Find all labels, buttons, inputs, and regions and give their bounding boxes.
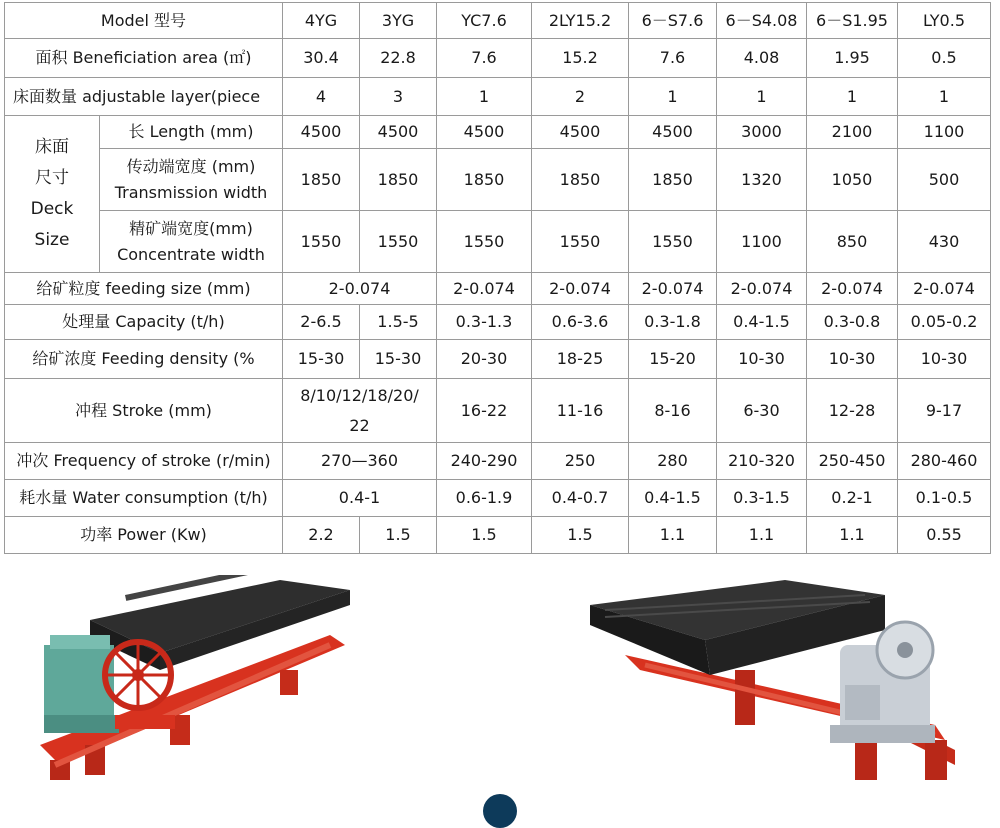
frequency-cell: 280-460	[898, 443, 991, 480]
stroke-cell: 6-30	[717, 379, 807, 443]
transmission-cell: 1320	[717, 149, 807, 211]
capacity-label: 处理量 Capacity (t/h)	[5, 305, 283, 340]
water-cell: 0.4-0.7	[532, 480, 629, 517]
frequency-cell: 250-450	[807, 443, 898, 480]
model-cell: 6－S1.95	[807, 3, 898, 39]
layers-label: 床面数量 adjustable layer(piece	[5, 78, 283, 116]
row-model	[5, 3, 991, 39]
transmission-label: 传动端宽度 (mm) Transmission width	[100, 149, 283, 211]
power-cell: 1.1	[807, 517, 898, 554]
shaking-table-photo-left	[30, 575, 360, 795]
area-cell: 7.6	[629, 39, 717, 78]
transmission-cell: 1850	[629, 149, 717, 211]
transmission-cell: 1850	[360, 149, 437, 211]
concentrate-label: 精矿端宽度(mm) Concentrate width	[100, 211, 283, 273]
transmission-cell: 1850	[532, 149, 629, 211]
power-cell: 1.1	[629, 517, 717, 554]
concentrate-cell: 1100	[717, 211, 807, 273]
capacity-cell: 0.3-1.8	[629, 305, 717, 340]
spec-table	[4, 2, 991, 554]
concentrate-cell: 850	[807, 211, 898, 273]
area-cell: 15.2	[532, 39, 629, 78]
length-cell: 2100	[807, 116, 898, 149]
row-concentrate	[5, 211, 991, 273]
power-cell: 1.1	[717, 517, 807, 554]
stroke-cell: 16-22	[437, 379, 532, 443]
power-cell: 0.55	[898, 517, 991, 554]
capacity-cell: 0.6-3.6	[532, 305, 629, 340]
layers-cell: 1	[437, 78, 532, 116]
density-cell: 15-30	[360, 340, 437, 379]
transmission-cell: 1050	[807, 149, 898, 211]
stroke-cell: 11-16	[532, 379, 629, 443]
length-cell: 4500	[532, 116, 629, 149]
layers-cell: 1	[898, 78, 991, 116]
transmission-cell: 1850	[437, 149, 532, 211]
feeding-size-label: 给矿粒度 feeding size (mm)	[5, 273, 283, 305]
frequency-cell: 240-290	[437, 443, 532, 480]
water-cell: 0.2-1	[807, 480, 898, 517]
layers-cell: 4	[283, 78, 360, 116]
capacity-cell: 0.3-0.8	[807, 305, 898, 340]
density-cell: 10-30	[717, 340, 807, 379]
feeding-size-cell: 2-0.074	[807, 273, 898, 305]
feeding-size-cell: 2-0.074	[898, 273, 991, 305]
frequency-merged: 270—360	[283, 443, 437, 480]
frequency-label: 冲次 Frequency of stroke (r/min)	[5, 443, 283, 480]
row-layers	[5, 78, 991, 116]
density-cell: 10-30	[898, 340, 991, 379]
model-cell: 6－S7.6	[629, 3, 717, 39]
shaking-table-photo-right	[585, 575, 965, 795]
water-merged: 0.4-1	[283, 480, 437, 517]
area-cell: 4.08	[717, 39, 807, 78]
capacity-cell: 1.5-5	[360, 305, 437, 340]
deck-size-label: 床面 尺寸 Deck Size	[5, 116, 100, 273]
power-cell: 2.2	[283, 517, 360, 554]
water-label: 耗水量 Water consumption (t/h)	[5, 480, 283, 517]
concentrate-cell: 1550	[360, 211, 437, 273]
area-cell: 22.8	[360, 39, 437, 78]
row-capacity	[5, 305, 991, 340]
density-cell: 20-30	[437, 340, 532, 379]
feeding-size-cell: 2-0.074	[629, 273, 717, 305]
capacity-cell: 2-6.5	[283, 305, 360, 340]
feeding-size-merged: 2-0.074	[283, 273, 437, 305]
stroke-cell: 12-28	[807, 379, 898, 443]
capacity-cell: 0.4-1.5	[717, 305, 807, 340]
power-cell: 1.5	[360, 517, 437, 554]
concentrate-cell: 430	[898, 211, 991, 273]
model-cell: 2LY15.2	[532, 3, 629, 39]
stroke-cell: 9-17	[898, 379, 991, 443]
water-cell: 0.3-1.5	[717, 480, 807, 517]
model-cell: 4YG	[283, 3, 360, 39]
frequency-cell: 250	[532, 443, 629, 480]
concentrate-cell: 1550	[532, 211, 629, 273]
row-stroke	[5, 379, 991, 443]
length-cell: 4500	[437, 116, 532, 149]
length-cell: 1100	[898, 116, 991, 149]
water-cell: 0.4-1.5	[629, 480, 717, 517]
layers-cell: 1	[717, 78, 807, 116]
length-cell: 4500	[360, 116, 437, 149]
feeding-size-cell: 2-0.074	[437, 273, 532, 305]
row-density	[5, 340, 991, 379]
row-length	[5, 116, 991, 149]
row-area	[5, 39, 991, 78]
concentrate-cell: 1550	[283, 211, 360, 273]
layers-cell: 1	[629, 78, 717, 116]
concentrate-cell: 1550	[437, 211, 532, 273]
model-cell: YC7.6	[437, 3, 532, 39]
density-cell: 15-20	[629, 340, 717, 379]
capacity-cell: 0.3-1.3	[437, 305, 532, 340]
frequency-cell: 210-320	[717, 443, 807, 480]
water-cell: 0.6-1.9	[437, 480, 532, 517]
density-cell: 10-30	[807, 340, 898, 379]
transmission-cell: 500	[898, 149, 991, 211]
model-cell: LY0.5	[898, 3, 991, 39]
length-cell: 4500	[629, 116, 717, 149]
feeding-size-cell: 2-0.074	[532, 273, 629, 305]
stroke-cell: 8-16	[629, 379, 717, 443]
power-cell: 1.5	[532, 517, 629, 554]
layers-cell: 1	[807, 78, 898, 116]
area-label: 面积 Beneficiation area (㎡)	[5, 39, 283, 78]
density-label: 给矿浓度 Feeding density (%	[5, 340, 283, 379]
water-cell: 0.1-0.5	[898, 480, 991, 517]
concentrate-cell: 1550	[629, 211, 717, 273]
row-power	[5, 517, 991, 554]
length-cell: 3000	[717, 116, 807, 149]
capacity-cell: 0.05-0.2	[898, 305, 991, 340]
layers-cell: 3	[360, 78, 437, 116]
row-feeding-size	[5, 273, 991, 305]
row-transmission	[5, 149, 991, 211]
page-marker-icon	[483, 794, 517, 828]
model-label: Model 型号	[5, 3, 283, 39]
density-cell: 15-30	[283, 340, 360, 379]
power-label: 功率 Power (Kw)	[5, 517, 283, 554]
feeding-size-cell: 2-0.074	[717, 273, 807, 305]
area-cell: 1.95	[807, 39, 898, 78]
length-cell: 4500	[283, 116, 360, 149]
density-cell: 18-25	[532, 340, 629, 379]
power-cell: 1.5	[437, 517, 532, 554]
stroke-label: 冲程 Stroke (mm)	[5, 379, 283, 443]
frequency-cell: 280	[629, 443, 717, 480]
area-cell: 0.5	[898, 39, 991, 78]
model-cell: 3YG	[360, 3, 437, 39]
row-water	[5, 480, 991, 517]
area-cell: 7.6	[437, 39, 532, 78]
layers-cell: 2	[532, 78, 629, 116]
stroke-merged: 8/10/12/18/20/ 22	[283, 379, 437, 443]
model-cell: 6－S4.08	[717, 3, 807, 39]
length-label: 长 Length (mm)	[100, 116, 283, 149]
area-cell: 30.4	[283, 39, 360, 78]
transmission-cell: 1850	[283, 149, 360, 211]
row-frequency	[5, 443, 991, 480]
